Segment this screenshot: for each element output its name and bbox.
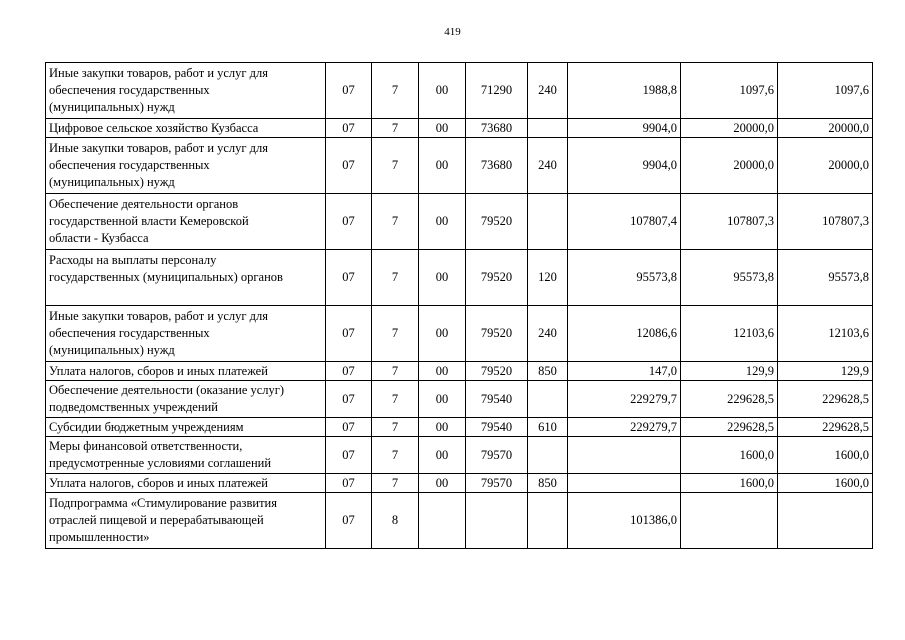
amount-year3-cell: 95573,8 [778,250,873,306]
amount-year3-cell: 1097,6 [778,63,873,119]
amount-year1-cell: 9904,0 [568,119,681,138]
expense-name-line: обеспечения государственных [49,158,210,172]
table-body [46,63,873,549]
subsection-code-cell: 7 [372,474,419,493]
expense-type-cell: 120 [528,250,568,306]
expense-name-line: Подпрограмма «Стимулирование развития [49,496,277,510]
page-number: 419 [444,26,461,38]
amount-year3-cell: 1600,0 [778,474,873,493]
amount-year1-cell [568,437,681,474]
target-article-part1-cell: 00 [419,418,466,437]
expense-name-line [49,286,322,303]
target-article-part1-cell: 00 [419,474,466,493]
section-code-cell: 07 [326,306,372,362]
target-article-part2-cell: 79570 [466,474,528,493]
target-article-part1-cell: 00 [419,250,466,306]
expense-name-cell [46,418,326,437]
target-article-part1-cell: 00 [419,362,466,381]
expense-name-cell [46,194,326,250]
expense-type-cell: 850 [528,474,568,493]
expense-name-cell [46,63,326,119]
expense-name-line: обеспечения государственных [49,326,210,340]
expense-name-line: подведомственных учреждений [49,400,218,414]
section-code-cell: 07 [326,362,372,381]
amount-year2-cell: 1097,6 [681,63,778,119]
section-code-cell: 07 [326,418,372,437]
table-row [46,381,873,418]
expense-name-line: Иные закупки товаров, работ и услуг для [49,309,269,323]
target-article-part2-cell: 79520 [466,362,528,381]
amount-year3-cell: 1600,0 [778,437,873,474]
amount-year2-cell: 129,9 [681,362,778,381]
target-article-part2-cell: 79520 [466,306,528,362]
amount-year1-cell: 101386,0 [568,493,681,549]
expense-type-cell: 240 [528,63,568,119]
amount-year1-cell [568,474,681,493]
amount-year1-cell: 9904,0 [568,138,681,194]
amount-year1-cell: 1988,8 [568,63,681,119]
amount-year3-cell: 129,9 [778,362,873,381]
target-article-part1-cell [419,493,466,549]
amount-year3-cell: 12103,6 [778,306,873,362]
target-article-part2-cell: 73680 [466,119,528,138]
expense-name-cell [46,306,326,362]
expense-name-line: Уплата налогов, сборов и иных платежей [49,363,268,378]
subsection-code-cell: 7 [372,194,419,250]
amount-year1-cell: 229279,7 [568,418,681,437]
amount-year2-cell: 1600,0 [681,437,778,474]
expense-name-line: предусмотренные условиями соглашений [49,456,272,470]
table-row [46,474,873,493]
expense-type-cell [528,437,568,474]
amount-year3-cell: 229628,5 [778,418,873,437]
amount-year2-cell [681,493,778,549]
expense-name-line: Иные закупки товаров, работ и услуг для [49,66,269,80]
target-article-part1-cell: 00 [419,138,466,194]
expense-type-cell [528,194,568,250]
section-code-cell: 07 [326,381,372,418]
expense-name-line: (муниципальных) нужд [49,100,175,114]
target-article-part2-cell: 79540 [466,418,528,437]
amount-year2-cell: 20000,0 [681,119,778,138]
target-article-part2-cell: 79520 [466,194,528,250]
expense-name-cell [46,493,326,549]
expense-name-line: Цифровое сельское хозяйство Кузбасса [49,120,259,135]
section-code-cell: 07 [326,194,372,250]
amount-year1-cell: 147,0 [568,362,681,381]
subsection-code-cell: 7 [372,306,419,362]
expense-name-line: Меры финансовой ответственности, [49,439,243,453]
table-row [46,194,873,250]
amount-year1-cell: 107807,4 [568,194,681,250]
expense-type-cell [528,119,568,138]
expense-name-line: государственных (муниципальных) органов [49,270,283,284]
amount-year1-cell: 12086,6 [568,306,681,362]
expense-name-cell [46,437,326,474]
expense-type-cell [528,381,568,418]
table-row [46,119,873,138]
target-article-part2-cell: 71290 [466,63,528,119]
amount-year2-cell: 12103,6 [681,306,778,362]
table-row [46,138,873,194]
subsection-code-cell: 7 [372,437,419,474]
expense-name-line: Расходы на выплаты персоналу [49,253,217,267]
expense-name-line: Иные закупки товаров, работ и услуг для [49,141,269,155]
amount-year2-cell: 20000,0 [681,138,778,194]
amount-year3-cell: 229628,5 [778,381,873,418]
table-row [46,306,873,362]
section-code-cell: 07 [326,437,372,474]
expense-type-cell: 850 [528,362,568,381]
subsection-code-cell: 7 [372,362,419,381]
table-row [46,418,873,437]
expense-name-line: промышленности» [49,530,150,544]
target-article-part2-cell: 73680 [466,138,528,194]
subsection-code-cell: 8 [372,493,419,549]
subsection-code-cell: 7 [372,63,419,119]
table-row [46,437,873,474]
target-article-part1-cell: 00 [419,194,466,250]
target-article-part1-cell: 00 [419,437,466,474]
table-row [46,493,873,549]
table-row [46,250,873,306]
budget-table [45,62,873,549]
subsection-code-cell: 7 [372,250,419,306]
amount-year3-cell: 20000,0 [778,119,873,138]
target-article-part1-cell: 00 [419,119,466,138]
amount-year1-cell: 229279,7 [568,381,681,418]
expense-name-cell [46,474,326,493]
target-article-part1-cell: 00 [419,381,466,418]
amount-year1-cell: 95573,8 [568,250,681,306]
amount-year2-cell: 229628,5 [681,381,778,418]
expense-name-line: (муниципальных) нужд [49,175,175,189]
target-article-part2-cell [466,493,528,549]
section-code-cell: 07 [326,138,372,194]
expense-name-cell [46,138,326,194]
expense-name-line: обеспечения государственных [49,83,210,97]
expense-name-line: Обеспечение деятельности органов [49,197,239,211]
expense-name-line: Уплата налогов, сборов и иных платежей [49,475,268,490]
table-row [46,63,873,119]
expense-type-cell: 240 [528,138,568,194]
target-article-part1-cell: 00 [419,63,466,119]
subsection-code-cell: 7 [372,418,419,437]
subsection-code-cell: 7 [372,138,419,194]
target-article-part2-cell: 79570 [466,437,528,474]
expense-name-line: (муниципальных) нужд [49,343,175,357]
expense-type-cell: 610 [528,418,568,437]
amount-year2-cell: 1600,0 [681,474,778,493]
section-code-cell: 07 [326,493,372,549]
expense-name-line: Субсидии бюджетным учреждениям [49,419,244,434]
expense-name-line: отраслей пищевой и перерабатывающей [49,513,264,527]
expense-type-cell [528,493,568,549]
expense-name-line: государственной власти Кемеровской [49,214,249,228]
section-code-cell: 07 [326,119,372,138]
subsection-code-cell: 7 [372,119,419,138]
amount-year3-cell [778,493,873,549]
subsection-code-cell: 7 [372,381,419,418]
amount-year3-cell: 20000,0 [778,138,873,194]
section-code-cell: 07 [326,474,372,493]
expense-name-cell [46,250,326,306]
target-article-part2-cell: 79540 [466,381,528,418]
expense-name-cell [46,119,326,138]
table-row [46,362,873,381]
amount-year2-cell: 107807,3 [681,194,778,250]
target-article-part1-cell: 00 [419,306,466,362]
expense-name-line: Обеспечение деятельности (оказание услуг) [49,383,285,397]
expense-name-cell [46,381,326,418]
expense-type-cell: 240 [528,306,568,362]
amount-year2-cell: 95573,8 [681,250,778,306]
target-article-part2-cell: 79520 [466,250,528,306]
amount-year3-cell: 107807,3 [778,194,873,250]
section-code-cell: 07 [326,250,372,306]
expense-name-line: области - Кузбасса [49,231,149,245]
expense-name-cell [46,362,326,381]
amount-year2-cell: 229628,5 [681,418,778,437]
section-code-cell: 07 [326,63,372,119]
